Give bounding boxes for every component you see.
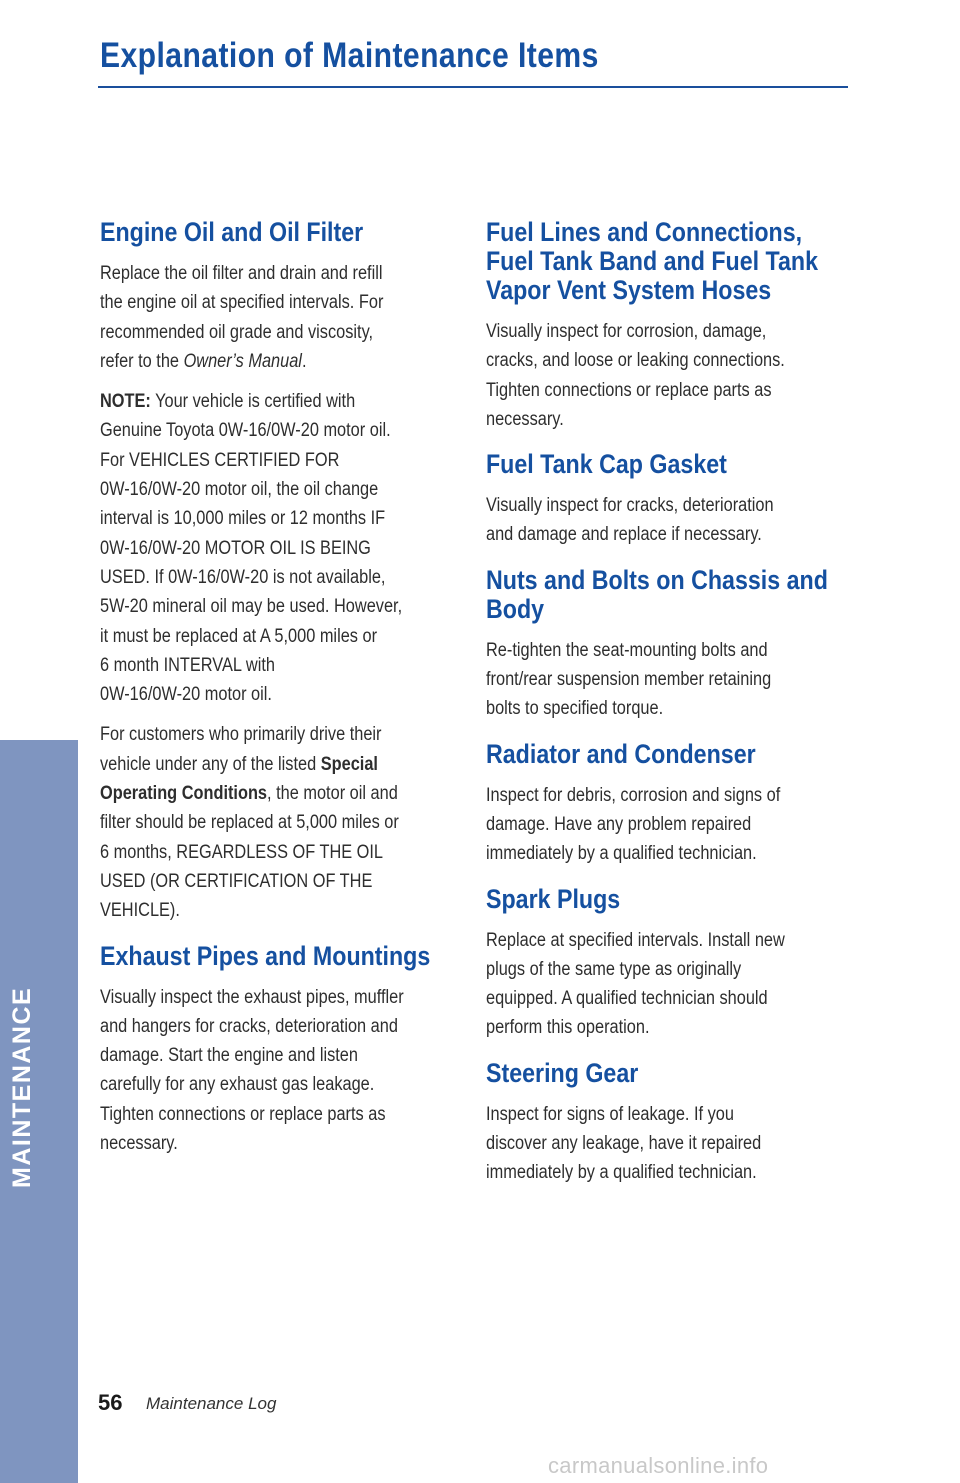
section-title	[486, 218, 847, 305]
paragraph	[486, 1100, 847, 1188]
text-line: plugs of the same type as originally	[486, 958, 742, 980]
watermark: carmanualsonline.info	[548, 1453, 769, 1478]
text-line	[100, 750, 461, 779]
section-title: Spark Plugs	[486, 883, 621, 914]
text-line: interval is 10,000 miles or 12 months IF	[100, 508, 386, 530]
text-line: cracks, and loose or leaking connections.	[486, 350, 785, 372]
text-line: Tighten connections or replace parts as	[486, 379, 772, 401]
text-line: Visually inspect the exhaust pipes, muffler	[100, 986, 404, 1008]
text-line: immediately by a qualified technician.	[486, 843, 757, 865]
text-line: recommended oil grade and viscosity,	[100, 321, 374, 343]
text-line: Tighten connections or replace parts as	[100, 1103, 386, 1125]
text-line: discover any leakage, have it repaired	[486, 1133, 762, 1155]
bold-term: Operating Conditions	[100, 783, 268, 805]
left-column	[100, 218, 470, 1174]
text-line: Genuine Toyota 0W-16/0W-20 motor oil.	[100, 420, 391, 442]
text-line: Replace the oil filter and drain and refill	[100, 263, 383, 284]
page-title: Explanation of Maintenance Items	[100, 36, 599, 75]
title-line: Fuel Lines and Connections,	[486, 217, 803, 247]
side-tab-label: MAINTENANCE	[8, 986, 36, 1188]
text-line: Re-tighten the seat-mounting bolts and	[486, 639, 768, 661]
text-line: front/rear suspension member retaining	[486, 669, 772, 691]
text-line: perform this operation.	[486, 1017, 650, 1039]
note-label: NOTE:	[100, 391, 151, 413]
text-line: equipped. A qualified technician should	[486, 988, 768, 1010]
section-title: Fuel Tank Cap Gasket	[486, 449, 727, 480]
text-line: 5W-20 mineral oil may be used. However,	[100, 596, 403, 618]
text-line	[100, 779, 461, 808]
text-span: , the motor oil and	[267, 783, 398, 805]
paragraph	[100, 720, 461, 925]
right-column	[486, 218, 856, 1204]
section-nuts-bolts	[486, 566, 856, 724]
text-line: 6 month INTERVAL with	[100, 654, 275, 676]
bold-term: Special	[320, 753, 378, 775]
text-line: VEHICLE).	[100, 900, 180, 922]
text-line: 0W-16/0W-20 motor oil.	[100, 684, 272, 706]
text-line: USED. If 0W-16/0W-20 is not available,	[100, 566, 386, 588]
text-line: 0W-16/0W-20 MOTOR OIL IS BEING	[100, 537, 371, 559]
text-line: 6 months, REGARDLESS OF THE OIL	[100, 841, 384, 863]
section-radiator	[486, 740, 856, 869]
paragraph	[486, 317, 847, 434]
text-span: refer to the	[100, 350, 184, 372]
title-line: Nuts and Bolts on Chassis and	[486, 564, 828, 595]
section-title: Exhaust Pipes and Mountings	[100, 940, 431, 971]
section-title: Engine Oil and Oil Filter	[100, 217, 364, 247]
text-line: necessary.	[100, 1133, 178, 1155]
text-line: 0W-16/0W-20 motor oil, the oil change	[100, 479, 379, 501]
section-title: Steering Gear	[486, 1057, 639, 1088]
section-exhaust	[100, 942, 470, 1159]
note-paragraph	[100, 387, 461, 709]
section-title	[486, 566, 847, 624]
title-divider	[98, 86, 848, 88]
text-line: bolts to specified torque.	[486, 698, 664, 720]
text-line	[100, 347, 461, 376]
text-line: damage. Have any problem repaired	[486, 813, 752, 835]
text-span: Your vehicle is certified with	[150, 391, 356, 413]
text-line: USED (OR CERTIFICATION OF THE	[100, 870, 373, 892]
section-steering	[486, 1059, 856, 1188]
text-line: Visually inspect for corrosion, damage,	[486, 321, 767, 342]
paragraph	[486, 491, 847, 550]
title-line: Vapor Vent System Hoses	[486, 275, 772, 305]
text-line: Replace at specified intervals. Install new	[486, 929, 785, 951]
text-span: vehicle under any of the listed	[100, 753, 321, 775]
text-line: and damage and replace if necessary.	[486, 524, 762, 546]
text-line: For VEHICLES CERTIFIED FOR	[100, 449, 340, 471]
text-line	[100, 387, 461, 416]
section-engine-oil	[100, 218, 470, 926]
text-line: damage. Start the engine and listen	[100, 1045, 358, 1067]
paragraph	[486, 781, 847, 869]
text-line: necessary.	[486, 408, 564, 430]
text-line: Visually inspect for cracks, deterioration	[486, 495, 774, 517]
title-line: Body	[486, 593, 545, 624]
text-span: .	[301, 350, 307, 372]
paragraph	[100, 983, 461, 1159]
text-line: carefully for any exhaust gas leakage.	[100, 1074, 375, 1096]
page-number: 56	[98, 1390, 123, 1415]
text-line: the engine oil at specified intervals. For	[100, 292, 384, 314]
text-line: filter should be replaced at 5,000 miles or	[100, 812, 399, 834]
footer-label: Maintenance Log	[146, 1394, 277, 1413]
section-spark-plugs	[486, 885, 856, 1043]
text-line: it must be replaced at A 5,000 miles or	[100, 625, 378, 647]
text-line: Inspect for debris, corrosion and signs of	[486, 784, 781, 806]
manual-reference: Owner’s Manual	[183, 350, 302, 372]
title-line: Fuel Tank Band and Fuel Tank	[486, 246, 819, 276]
section-title: Radiator and Condenser	[486, 738, 756, 769]
text-line: immediately by a qualified technician.	[486, 1162, 757, 1184]
text-line: For customers who primarily drive their	[100, 724, 382, 746]
paragraph	[486, 636, 847, 724]
paragraph	[100, 259, 461, 376]
paragraph	[486, 926, 847, 1043]
text-line: and hangers for cracks, deterioration and	[100, 1015, 398, 1037]
text-line: Inspect for signs of leakage. If you	[486, 1103, 734, 1125]
section-fuel-lines	[486, 218, 856, 434]
section-fuel-cap	[486, 450, 856, 550]
